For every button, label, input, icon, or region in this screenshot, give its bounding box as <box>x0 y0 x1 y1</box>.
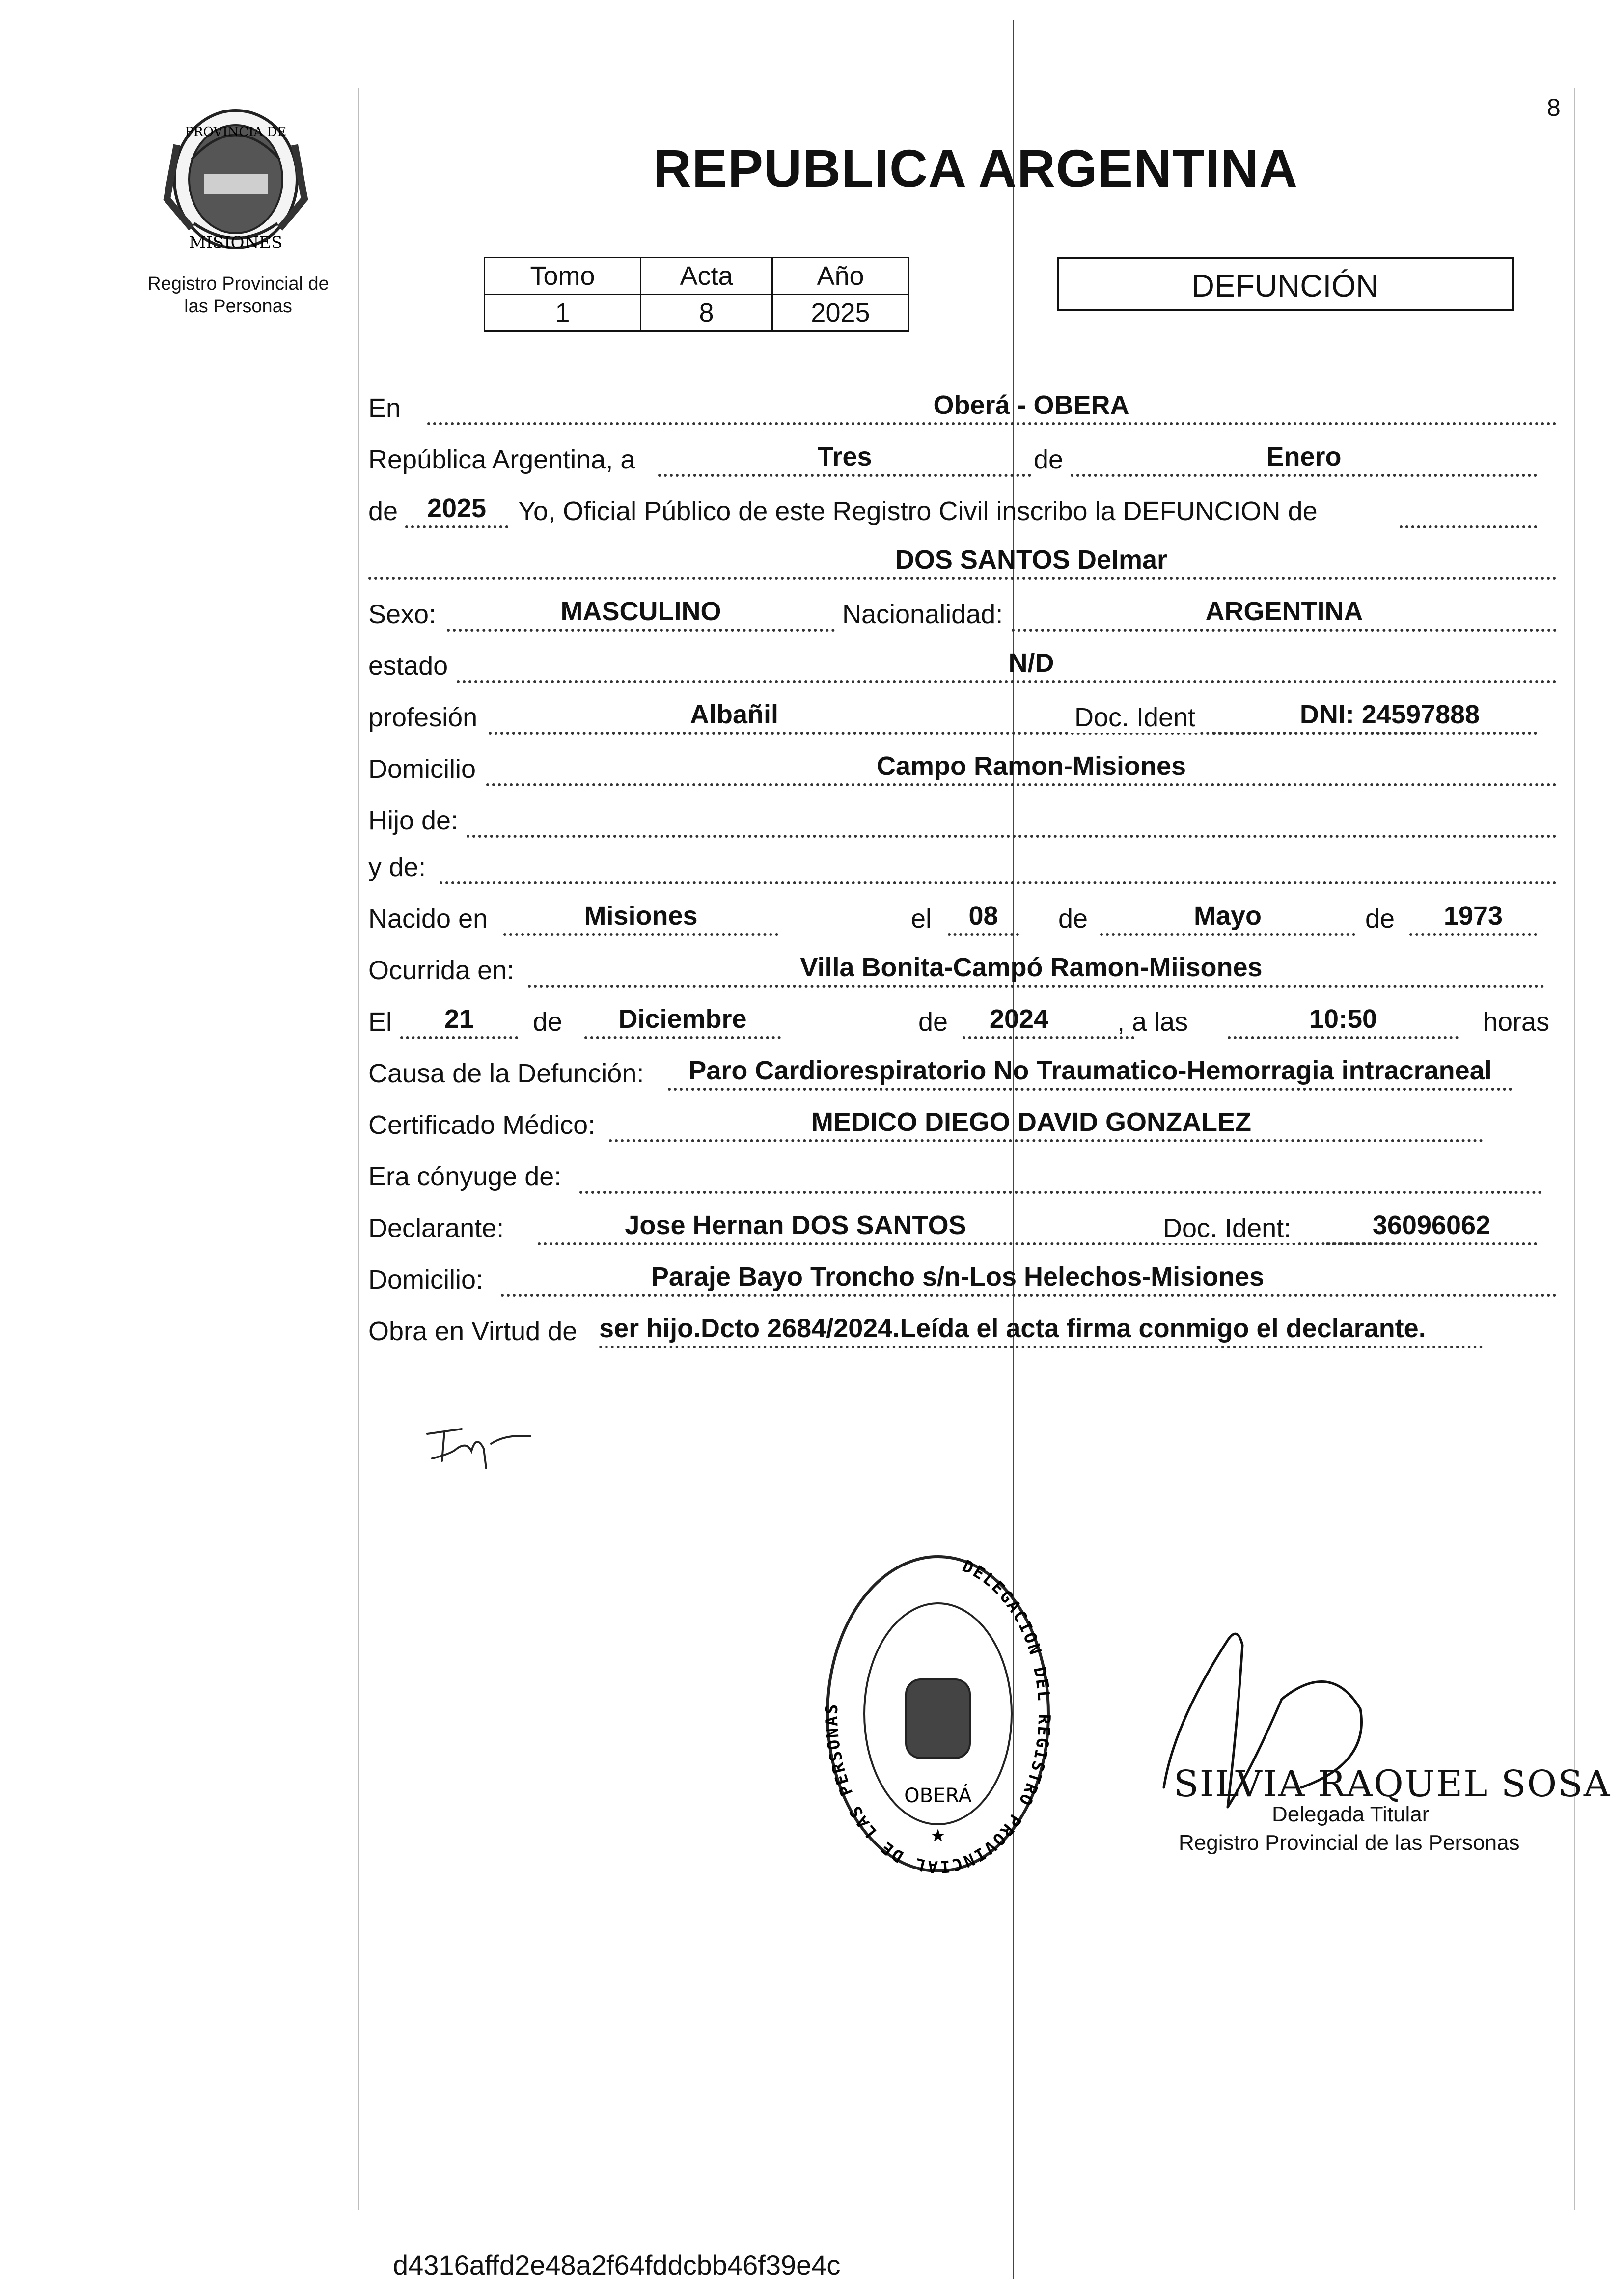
value-basis: ser hijo.Dcto 2684/2024.Leída el acta firma conmigo el declarante. <box>599 1314 1426 1343</box>
row-declarant-address <box>368 1250 1557 1299</box>
label-obra: Obra en Virtud de <box>368 1317 578 1346</box>
value-place: Oberá - OBERA <box>933 390 1129 420</box>
row-birth <box>368 889 1557 938</box>
label-hijo-de: Hijo de: <box>368 806 459 835</box>
dotted-line <box>599 1346 1483 1348</box>
label-doc-ident: Doc. Ident <box>1071 702 1199 733</box>
dotted-line <box>400 1036 518 1039</box>
value-day: Tres <box>817 442 872 471</box>
issuer-line-2: las Personas <box>184 296 292 317</box>
dotted-line <box>1326 1242 1537 1245</box>
value-death-place: Villa Bonita-Campó Ramon-Miisones <box>800 953 1263 982</box>
row-mother <box>368 837 1557 886</box>
value-declarant-id: 36096062 <box>1372 1210 1491 1240</box>
label-estado: estado <box>368 651 448 681</box>
dotted-line <box>609 1139 1483 1142</box>
dotted-line <box>1213 732 1537 735</box>
label-causa: Causa de la Defunción: <box>368 1059 644 1088</box>
value-year: 2025 <box>427 494 487 523</box>
label-nacionalidad: Nacionalidad: <box>842 600 1003 629</box>
label-de: de <box>1034 445 1064 474</box>
acta-header: Acta <box>641 258 772 295</box>
dotted-line <box>503 933 778 936</box>
declarant-signature <box>422 1414 535 1473</box>
label-nacido-en: Nacido en <box>368 904 488 934</box>
value-birth-month: Mayo <box>1193 901 1262 931</box>
value-cause: Paro Cardiorespiratorio No Traumatico-Hemorragia intracraneal <box>688 1056 1492 1085</box>
value-birth-place: Misiones <box>584 901 698 931</box>
value-birth-day: 08 <box>968 901 998 931</box>
value-profession: Albañil <box>689 700 778 729</box>
document-title: REPUBLICA ARGENTINA <box>653 138 1298 198</box>
dotted-line <box>948 933 1019 936</box>
label-domicilio-colon: Domicilio: <box>368 1265 484 1294</box>
value-death-time: 10:50 <box>1309 1004 1377 1034</box>
dotted-line <box>368 577 1557 580</box>
label-a-las: , a las <box>1117 1007 1188 1037</box>
row-sex-nationality <box>368 584 1557 633</box>
logo-top-text: PROVINCIA DE <box>185 125 287 139</box>
row-father <box>368 791 1557 840</box>
row-profession <box>368 687 1557 737</box>
value-death-year: 2024 <box>989 1004 1049 1034</box>
signer-name: SILVIA RAQUEL SOSA <box>1174 1763 1611 1805</box>
row-declarant <box>368 1198 1557 1247</box>
issuer-line-1: Registro Provincial de <box>147 274 329 294</box>
dotted-line <box>457 680 1557 683</box>
record-type-box: DEFUNCIÓN <box>1057 257 1514 311</box>
dotted-line <box>963 1036 1134 1039</box>
dotted-line <box>584 1036 781 1039</box>
label-en: En <box>368 393 401 423</box>
label-republica: República Argentina, a <box>368 445 635 474</box>
value-declarant-address: Paraje Bayo Troncho s/n-Los Helechos-Misiones <box>651 1262 1265 1292</box>
stamp-ring-text: DELEGACION DEL REGISTRO PROVINCIAL DE LAS PERSONAS <box>822 1556 1054 1876</box>
row-spouse <box>368 1147 1557 1196</box>
row-year <box>368 481 1557 530</box>
dotted-line <box>501 1294 1557 1297</box>
value-death-day: 21 <box>444 1004 474 1034</box>
page-number: 8 <box>1547 94 1561 121</box>
stamp-center-text: OBERÁ <box>904 1785 972 1807</box>
registry-table <box>484 257 909 332</box>
dotted-line <box>1100 933 1355 936</box>
tomo-value: 1 <box>485 295 641 331</box>
label-profesion: profesión <box>368 703 478 732</box>
label-de: de <box>1058 904 1088 934</box>
row-civil-status <box>368 636 1557 685</box>
dotted-line <box>1228 1036 1459 1039</box>
dotted-line <box>427 422 1557 425</box>
label-sexo: Sexo: <box>368 600 437 629</box>
row-address <box>368 739 1557 788</box>
label-yo: Yo, Oficial Público de este Registro Civil inscribo la DEFUNCION de <box>518 496 1318 526</box>
row-place <box>368 378 1557 427</box>
value-address: Campo Ramon-Misiones <box>876 751 1186 781</box>
label-de: de <box>533 1007 563 1037</box>
row-date <box>368 430 1557 479</box>
anio-value: 2025 <box>772 295 909 331</box>
label-el-cap: El <box>368 1007 392 1037</box>
dotted-line <box>658 474 1031 477</box>
label-el: el <box>911 904 932 934</box>
label-domicilio: Domicilio <box>368 754 476 784</box>
dotted-line <box>1409 933 1537 936</box>
label-ocurrida-en: Ocurrida en: <box>368 956 515 985</box>
issuer-label <box>123 273 354 318</box>
dotted-line <box>668 1088 1513 1091</box>
label-doc-ident-colon: Doc. Ident: <box>1159 1213 1295 1243</box>
logo-bottom-text: MISIONES <box>189 233 283 252</box>
row-death-place <box>368 940 1557 989</box>
document-hash: d4316affd2e48a2f64fddcbb46f39e4c <box>393 2250 841 2281</box>
value-medical-certificate: MEDICO DIEGO DAVID GONZALEZ <box>811 1107 1251 1137</box>
label-certificado: Certificado Médico: <box>368 1110 596 1140</box>
label-de: de <box>918 1007 948 1037</box>
dotted-line <box>447 629 835 632</box>
value-sex: MASCULINO <box>560 597 721 626</box>
row-deceased-name <box>368 533 1557 582</box>
signer-office: Registro Provincial de las Personas <box>1179 1831 1520 1855</box>
acta-value: 8 <box>641 295 772 331</box>
value-birth-year: 1973 <box>1443 901 1503 931</box>
label-declarante: Declarante: <box>368 1213 504 1243</box>
dotted-line <box>579 1191 1542 1194</box>
tomo-header: Tomo <box>485 258 641 295</box>
dotted-line <box>1012 629 1557 632</box>
right-margin-line <box>1574 88 1575 2210</box>
label-horas: horas <box>1483 1007 1550 1037</box>
value-nationality: ARGENTINA <box>1205 597 1363 626</box>
dotted-line <box>486 783 1557 786</box>
value-deceased-name: DOS SANTOS Delmar <box>895 545 1168 575</box>
value-id-document: DNI: 24597888 <box>1299 700 1480 729</box>
dotted-line <box>1400 525 1537 528</box>
value-month: Enero <box>1266 442 1342 471</box>
row-medical-certificate <box>368 1095 1557 1144</box>
value-civil-status: N/D <box>1008 648 1054 678</box>
dotted-line <box>440 881 1557 884</box>
dotted-line <box>405 525 508 528</box>
stamp-star-icon: ★ <box>930 1825 946 1845</box>
label-de: de <box>368 496 398 526</box>
label-de: de <box>1365 904 1395 934</box>
label-conyuge: Era cónyuge de: <box>368 1162 562 1191</box>
row-death-date <box>368 992 1557 1041</box>
value-declarant-name: Jose Hernan DOS SANTOS <box>625 1210 966 1240</box>
label-y-de: y de: <box>368 852 426 882</box>
province-coat-of-arms-logo <box>147 101 324 263</box>
row-cause <box>368 1044 1557 1093</box>
delegation-stamp <box>815 1532 1061 1876</box>
dotted-line <box>528 985 1544 988</box>
row-basis <box>368 1301 1557 1350</box>
anio-header: Año <box>772 258 909 295</box>
dotted-line <box>1071 474 1537 477</box>
signer-role: Delegada Titular <box>1272 1802 1430 1826</box>
value-death-month: Diciembre <box>618 1004 747 1034</box>
left-margin-line <box>358 88 359 2210</box>
